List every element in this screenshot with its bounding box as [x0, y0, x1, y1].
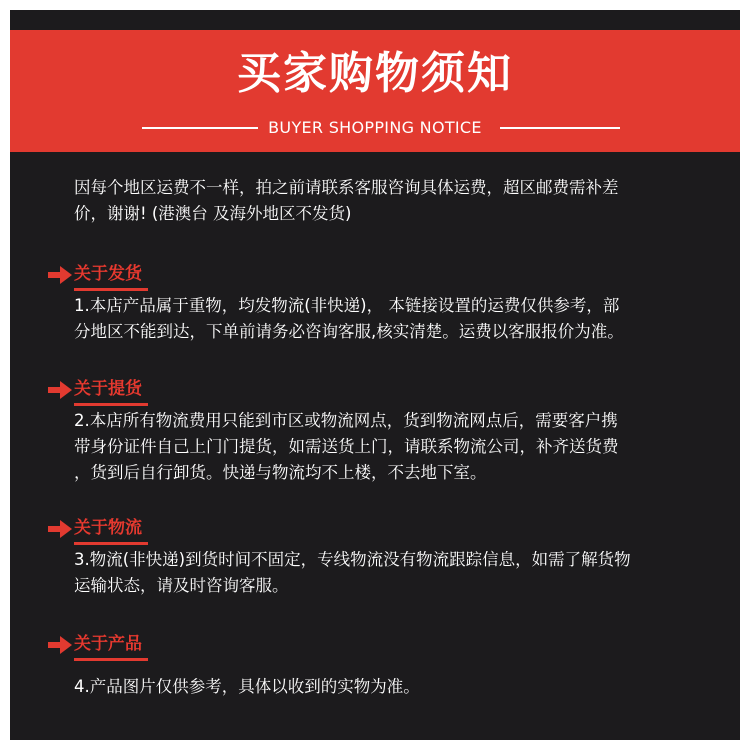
- section-underline: [74, 288, 148, 291]
- subtitle-divider-right: [500, 127, 620, 129]
- body-line: 4.产品图片仅供参考，具体以收到的实物为准。: [74, 677, 420, 696]
- body-line: 2.本店所有物流费用只能到市区或物流网点，货到物流网点后，需要客户携: [74, 411, 618, 430]
- intro-paragraph: [74, 175, 704, 227]
- arrow-right-icon: [48, 636, 72, 654]
- body-line: 分地区不能到达，下单前请务必咨询客服,核实清楚。运费以客服报价为准。: [74, 322, 624, 341]
- body-line: 3.物流(非快递)到货时间不固定，专线物流没有物流跟踪信息，如需了解货物: [74, 550, 631, 569]
- section-underline: [74, 658, 148, 661]
- section-underline: [74, 542, 148, 545]
- body-line: ，货到后自行卸货。快递与物流均不上楼，不去地下室。: [74, 463, 487, 482]
- section-heading-pickup: [48, 377, 248, 407]
- section-heading-shipping: [48, 262, 248, 292]
- section-body-pickup: [74, 408, 704, 486]
- section-label: 关于产品: [74, 634, 142, 654]
- body-line: 带身份证件自己上门门提货，如需送货上门，请联系物流公司，补齐送货费: [74, 437, 619, 456]
- arrow-right-icon: [48, 381, 72, 399]
- section-label: 关于发货: [74, 264, 142, 284]
- intro-line: 因每个地区运费不一样，拍之前请联系客服咨询具体运费，超区邮费需补差: [74, 178, 619, 197]
- section-underline: [74, 403, 148, 406]
- body-line: 1.本店产品属于重物，均发物流(非快递)， 本链接设置的运费仅供参考，部: [74, 296, 620, 315]
- page-subtitle: BUYER SHOPPING NOTICE: [268, 118, 482, 137]
- section-body-product: [74, 674, 704, 700]
- section-label: 关于提货: [74, 379, 142, 399]
- arrow-right-icon: [48, 520, 72, 538]
- section-heading-logistics: [48, 516, 248, 546]
- header-banner: [10, 30, 740, 152]
- section-body-shipping: [74, 293, 704, 345]
- section-label: 关于物流: [74, 518, 142, 538]
- page-title: 买家购物须知: [237, 48, 513, 99]
- subtitle-row: [10, 116, 740, 140]
- section-heading-product: [48, 632, 248, 662]
- body-line: 运输状态，请及时咨询客服。: [74, 576, 289, 595]
- arrow-right-icon: [48, 266, 72, 284]
- intro-line: 价，谢谢! (港澳台 及海外地区不发货): [74, 204, 352, 223]
- notice-panel: [10, 10, 740, 740]
- section-body-logistics: [74, 547, 704, 599]
